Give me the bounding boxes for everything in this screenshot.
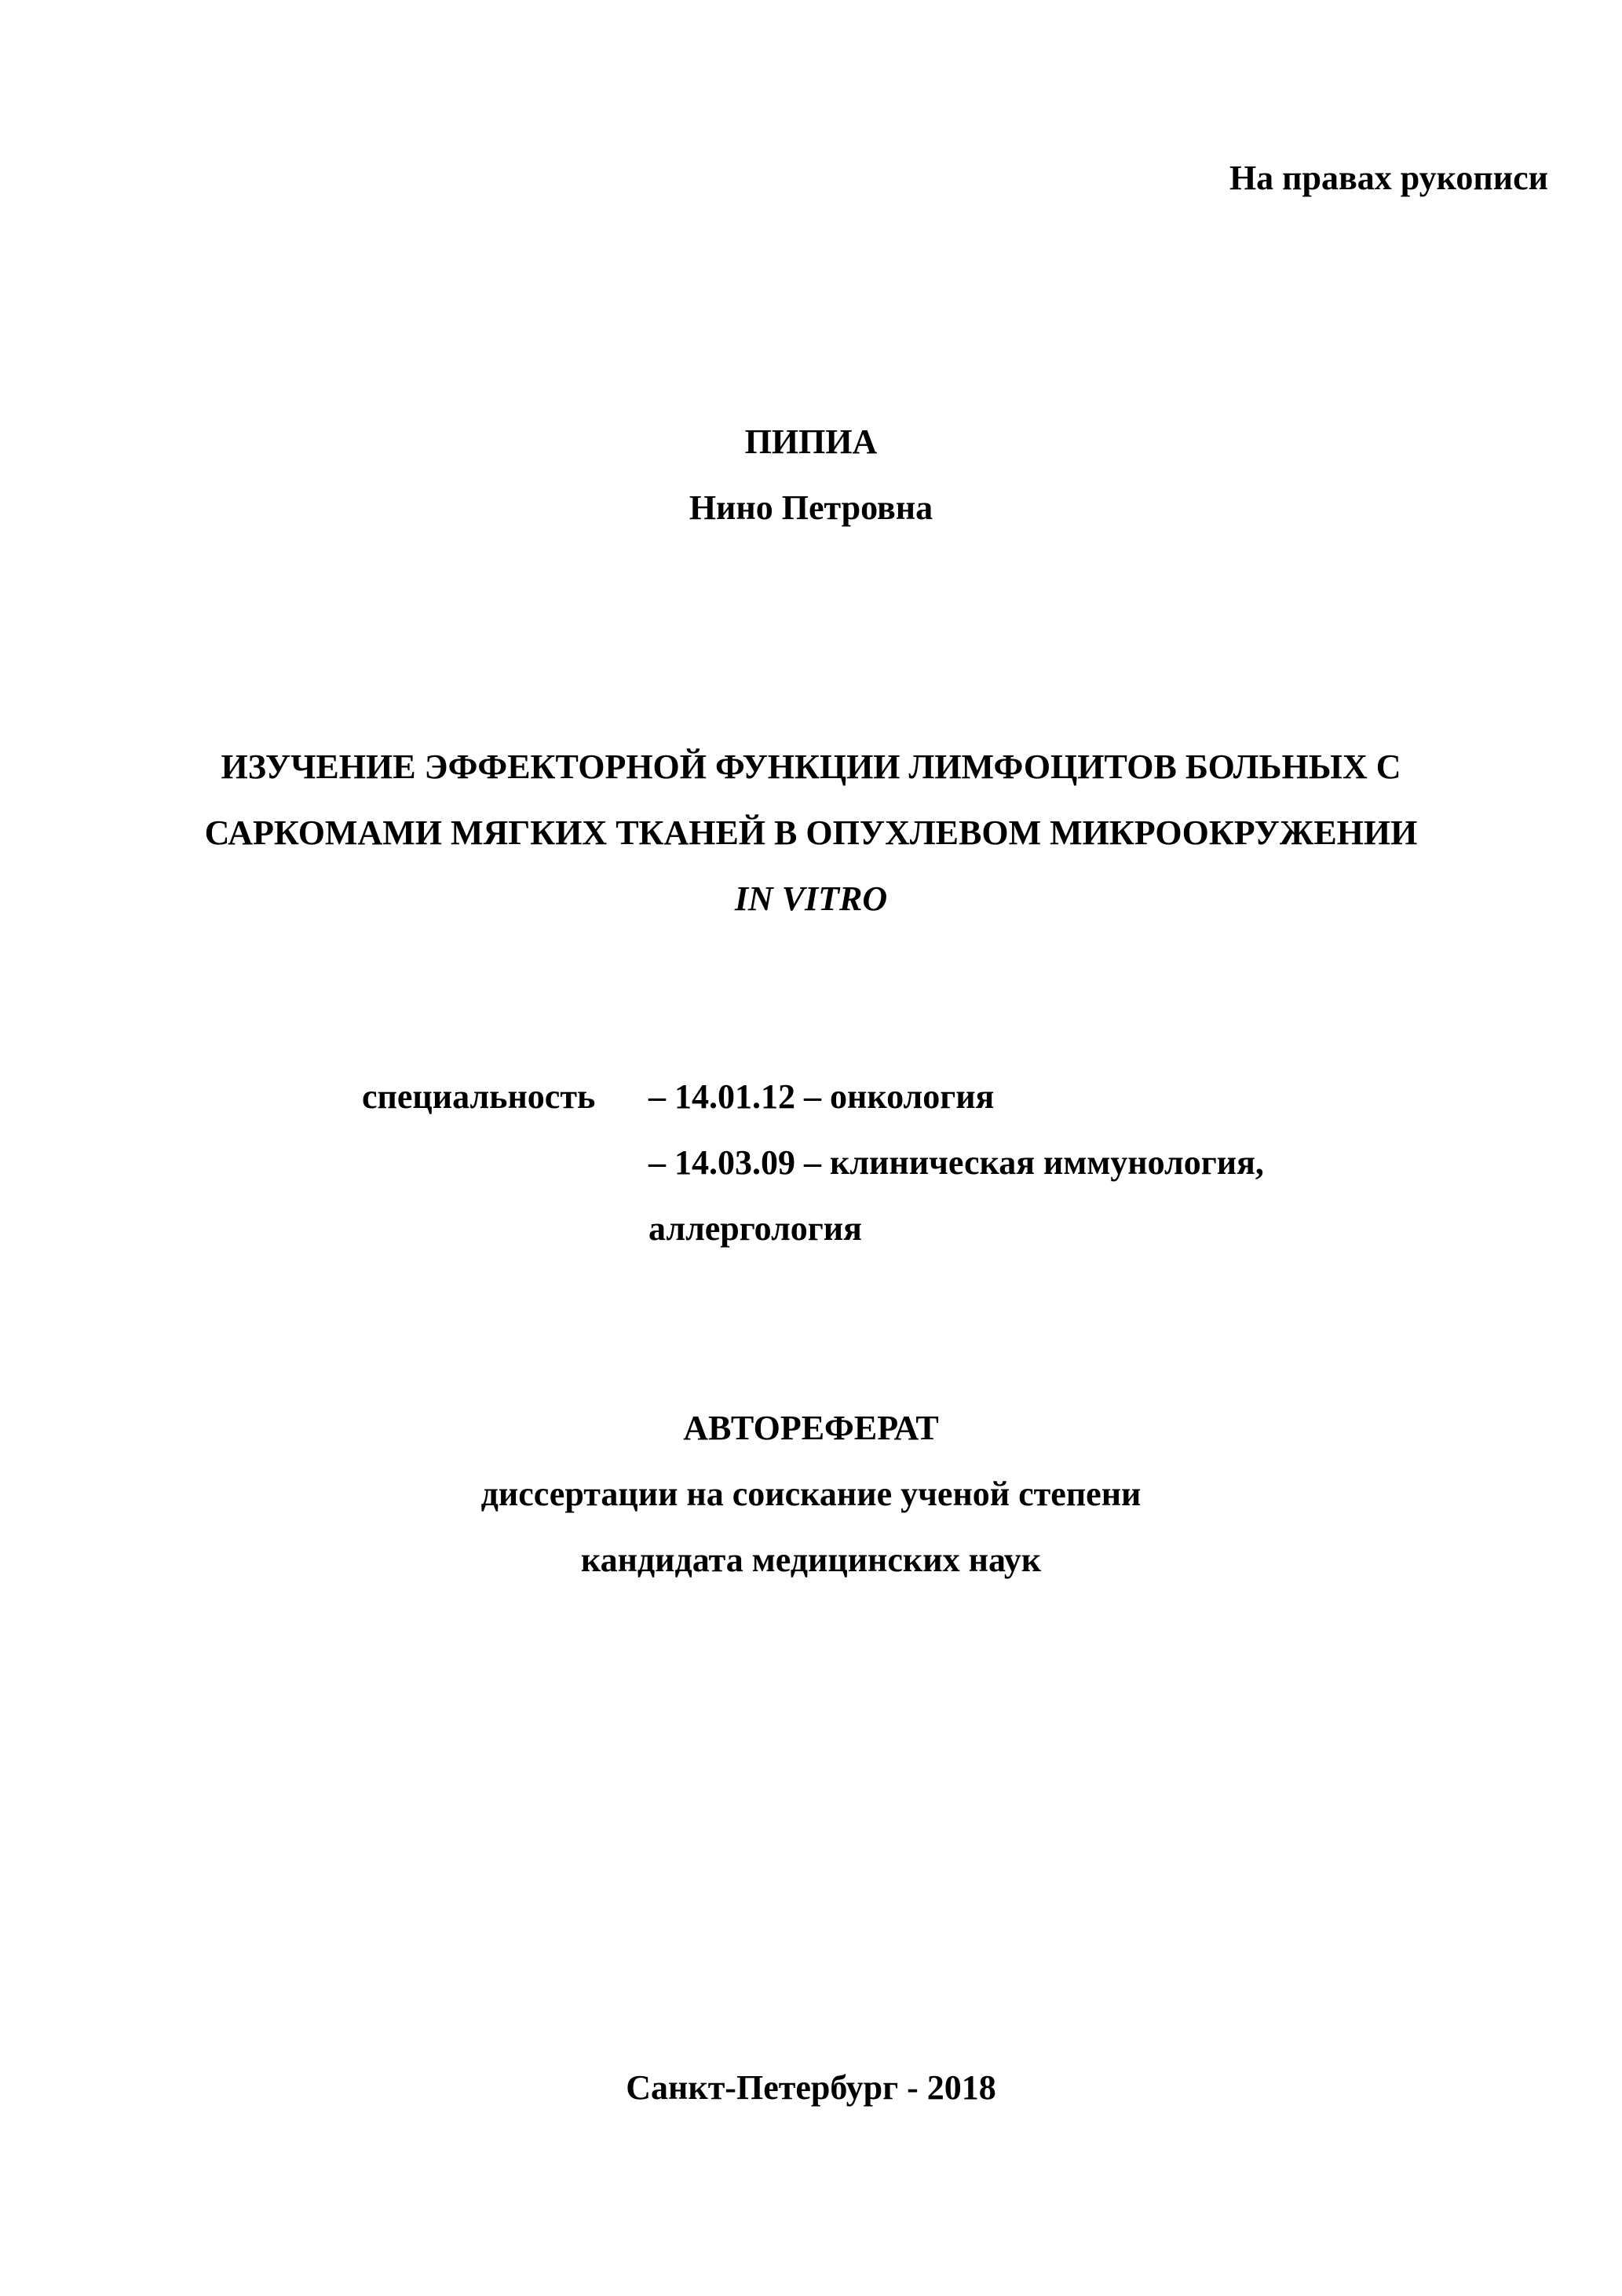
rights-note: На правах рукописи (1229, 159, 1548, 197)
specialty-item: – 14.01.12 – онкология (648, 1077, 995, 1116)
title-line-3: IN VITRO (734, 879, 888, 918)
specialty-label: специальность (362, 1077, 596, 1116)
specialty-item: – 14.03.09 – клиническая иммунология, (648, 1143, 1264, 1182)
author-given-names: Нино Петровна (689, 488, 933, 527)
document-type-line-1: диссертации на соискание ученой степени (480, 1475, 1142, 1513)
document-type-heading: АВТОРЕФЕРАТ (683, 1409, 939, 1447)
specialty-item: аллергология (648, 1209, 862, 1248)
place-year: Санкт-Петербург - 2018 (626, 2068, 996, 2107)
title-line-1: ИЗУЧЕНИЕ ЭФФЕКТОРНОЙ ФУНКЦИИ ЛИМФОЦИТОВ БОЛЬНЫХ С (221, 748, 1401, 786)
document-type-line-2: кандидата медицинских наук (580, 1541, 1042, 1579)
specialty-list (648, 1077, 1264, 1249)
title-line-2: САРКОМАМИ МЯГКИХ ТКАНЕЙ В ОПУХЛЕВОМ МИКРООКРУЖЕНИИ (204, 813, 1418, 852)
author-surname: ПИПИА (744, 422, 878, 461)
